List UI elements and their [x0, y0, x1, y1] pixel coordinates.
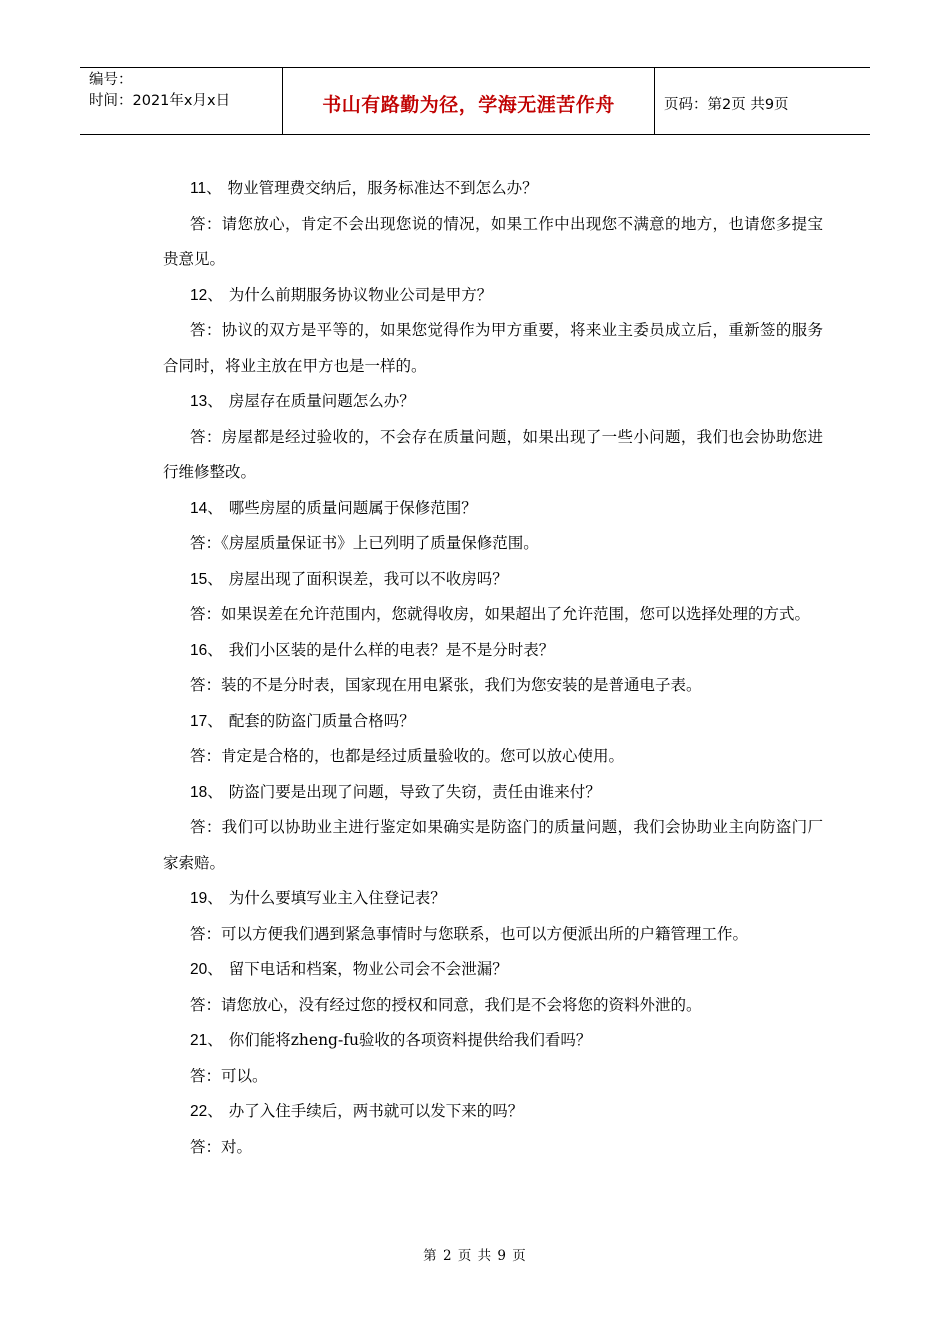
answer-text: 答：对。: [190, 1137, 253, 1156]
question-item: [163, 633, 823, 669]
question-number: 20、: [190, 961, 223, 978]
answer-text: 答：如果误差在允许范围内，您就得收房，如果超出了允许范围，您可以选择处理的方式。: [190, 605, 811, 623]
answer-text: 答：肯定是合格的，也都是经过质量验收的。您可以放心使用。: [190, 747, 625, 765]
question-item: [163, 384, 823, 420]
page-footer: [0, 1244, 950, 1264]
question-text: 房屋出现了面积误差，我可以不收房吗？: [228, 569, 508, 588]
question-item: [163, 171, 823, 207]
answer-text: 答：请您放心，没有经过您的授权和同意，我们是不会将您的资料外泄的。: [190, 995, 702, 1014]
header-info-cell: [80, 68, 282, 134]
question-text: 为什么要填写业主入住登记表？: [228, 889, 446, 907]
header-motto-cell: [282, 68, 655, 134]
qa-list: [163, 171, 823, 1165]
answer-text: 答：装的不是分时表，国家现在用电紧张，我们为您安装的是普通电子表。: [190, 676, 702, 694]
document-number-label: 编号：: [89, 72, 133, 88]
question-text: 为什么前期服务协议物业公司是甲方？: [228, 285, 493, 304]
question-number: 21、: [190, 1032, 223, 1049]
question-item: [163, 562, 823, 598]
answer-text: 答：可以。: [190, 1066, 268, 1085]
answer-text: 答：房屋都是经过验收的，不会存在质量问题，如果出现了一些小问题，我们也会协助您进行维修整改。: [163, 427, 823, 481]
question-number: 13、: [190, 393, 223, 410]
question-text: 办了入住手续后，两书就可以发下来的吗？: [228, 1102, 524, 1120]
question-item: [163, 1094, 823, 1130]
question-text: 配套的防盗门质量合格吗？: [228, 711, 415, 730]
question-item: [163, 278, 823, 314]
footer-page-number: 第 2 页 共 9 页: [423, 1248, 527, 1264]
question-text: 防盗门要是出现了问题，导致了失窃，责任由谁来付？: [228, 782, 601, 801]
header-page-label: 页码：第2页 共9页: [664, 96, 789, 113]
question-item: [163, 952, 823, 988]
answer-text: 答：《房屋质量保证书》上已列明了质量保修范围。: [190, 534, 539, 552]
question-text: 哪些房屋的质量问题属于保修范围？: [228, 498, 477, 517]
question-number: 12、: [190, 286, 223, 304]
question-text: 房屋存在质量问题怎么办？: [228, 392, 415, 410]
header-page-cell: [655, 68, 870, 134]
question-number: 19、: [190, 890, 223, 907]
question-number: 11、: [190, 180, 222, 197]
question-number: 17、: [190, 712, 223, 730]
answer-text: 答：我们可以协助业主进行鉴定如果确实是防盗门的质量问题，我们会协助业主向防盗门厂家索赔。: [163, 818, 823, 872]
question-number: 15、: [190, 570, 223, 588]
question-text: 你们能将zheng-fu验收的各项资料提供给我们看吗？: [228, 1031, 592, 1049]
question-number: 14、: [190, 499, 223, 517]
question-number: 18、: [190, 783, 223, 801]
answer-text: 答：协议的双方是平等的，如果您觉得作为甲方重要，将来业主委员成立后，重新签的服务合同时，将业主放在甲方也是一样的。: [163, 321, 823, 375]
answer-text: 答：请您放心，肯定不会出现您说的情况，如果工作中出现您不满意的地方，也请您多提宝贵意见。: [163, 214, 823, 268]
question-item: [163, 881, 823, 917]
answer-text: 答：可以方便我们遇到紧急事情时与您联系，也可以方便派出所的户籍管理工作。: [190, 924, 749, 943]
question-number: 22、: [190, 1103, 223, 1120]
question-number: 16、: [190, 641, 223, 659]
question-item: [163, 491, 823, 527]
question-text: 物业管理费交纳后，服务标准达不到怎么办？: [227, 179, 538, 197]
question-item: [163, 704, 823, 740]
header-motto: 书山有路勤为径，学海无涯苦作舟: [322, 93, 615, 116]
question-item: [163, 1023, 823, 1059]
page-header: [80, 67, 870, 135]
question-text: 我们小区装的是什么样的电表？是不是分时表？: [228, 640, 555, 659]
question-text: 留下电话和档案，物业公司会不会泄漏？: [228, 960, 508, 978]
question-item: [163, 775, 823, 811]
document-date-label: 时间：2021年x月x日: [89, 93, 231, 109]
